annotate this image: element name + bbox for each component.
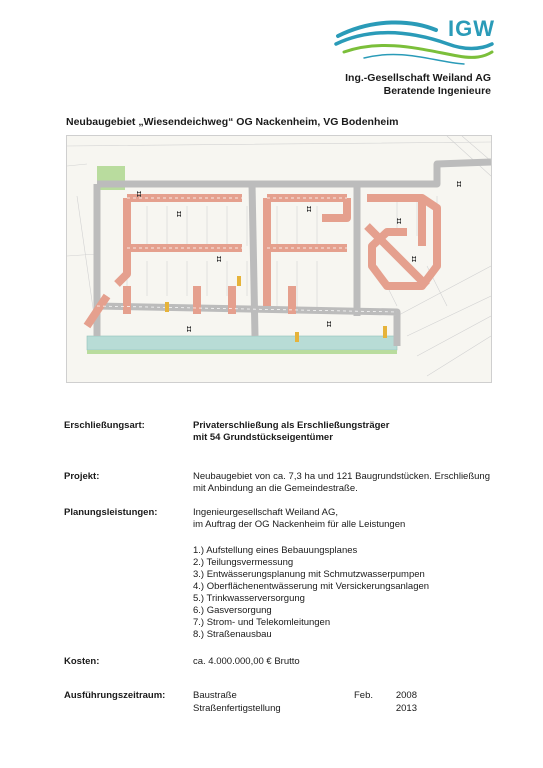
company-subtitle: Beratende Ingenieure bbox=[383, 85, 491, 97]
planungsleistungen-label: Planungsleistungen: bbox=[64, 507, 158, 518]
schedule-item-label: Straßenfertigstellung bbox=[193, 703, 281, 714]
ausfuehrungszeitraum-label: Ausführungszeitraum: bbox=[64, 690, 166, 701]
erschliessungsart-value bbox=[193, 420, 490, 444]
site-plan-image bbox=[66, 135, 492, 383]
planungsleistungen-line: Ingenieurgesellschaft Weiland AG, bbox=[193, 507, 339, 518]
erschliessungsart-label: Erschließungsart: bbox=[64, 420, 145, 431]
service-item: 6.) Gasversorgung bbox=[193, 605, 272, 616]
planungsleistungen-line: im Auftrag der OG Nackenheim für alle Leistungen bbox=[193, 519, 406, 530]
erschliessungsart-line: Privaterschließung als Erschließungsträger bbox=[193, 420, 390, 431]
services-list bbox=[193, 545, 490, 641]
planungsleistungen-value bbox=[193, 507, 490, 531]
service-item: 1.) Aufstellung eines Bebauungsplanes bbox=[193, 545, 358, 556]
service-item: 4.) Oberflächenentwässerung mit Versickerungsanlagen bbox=[193, 581, 430, 592]
schedule-year: 2013 bbox=[395, 703, 417, 714]
schedule-item-label: Baustraße bbox=[193, 690, 237, 701]
schedule-year: 2008 bbox=[395, 690, 417, 701]
schedule-row bbox=[193, 690, 417, 702]
schedule-row bbox=[193, 703, 417, 715]
service-item: 3.) Entwässerungsplanung mit Schmutzwasserpumpen bbox=[193, 569, 425, 580]
erschliessungsart-line: mit 54 Grundstückseigentümer bbox=[193, 432, 333, 443]
site-plan-drawing bbox=[67, 136, 491, 382]
projekt-value: Neubaugebiet von ca. 7,3 ha und 121 Baugrundstücken. Erschließung mit Anbindung an die Gemeindestraße. bbox=[193, 471, 490, 494]
kosten-value: ca. 4.000.000,00 € Brutto bbox=[193, 656, 300, 667]
document-title: Neubaugebiet „Wiesendeichweg“ OG Nackenheim, VG Bodenheim bbox=[66, 116, 399, 128]
service-item: 7.) Strom- und Telekomleitungen bbox=[193, 617, 331, 628]
service-item: 2.) Teilungsvermessung bbox=[193, 557, 294, 568]
company-name: Ing.-Gesellschaft Weiland AG bbox=[345, 72, 491, 84]
logo-text: IGW bbox=[448, 16, 495, 41]
service-item: 5.) Trinkwasserversorgung bbox=[193, 593, 305, 604]
projekt-label: Projekt: bbox=[64, 471, 100, 482]
kosten-label: Kosten: bbox=[64, 656, 100, 667]
service-item: 8.) Straßenausbau bbox=[193, 629, 272, 640]
schedule-month: Feb. bbox=[354, 690, 374, 701]
